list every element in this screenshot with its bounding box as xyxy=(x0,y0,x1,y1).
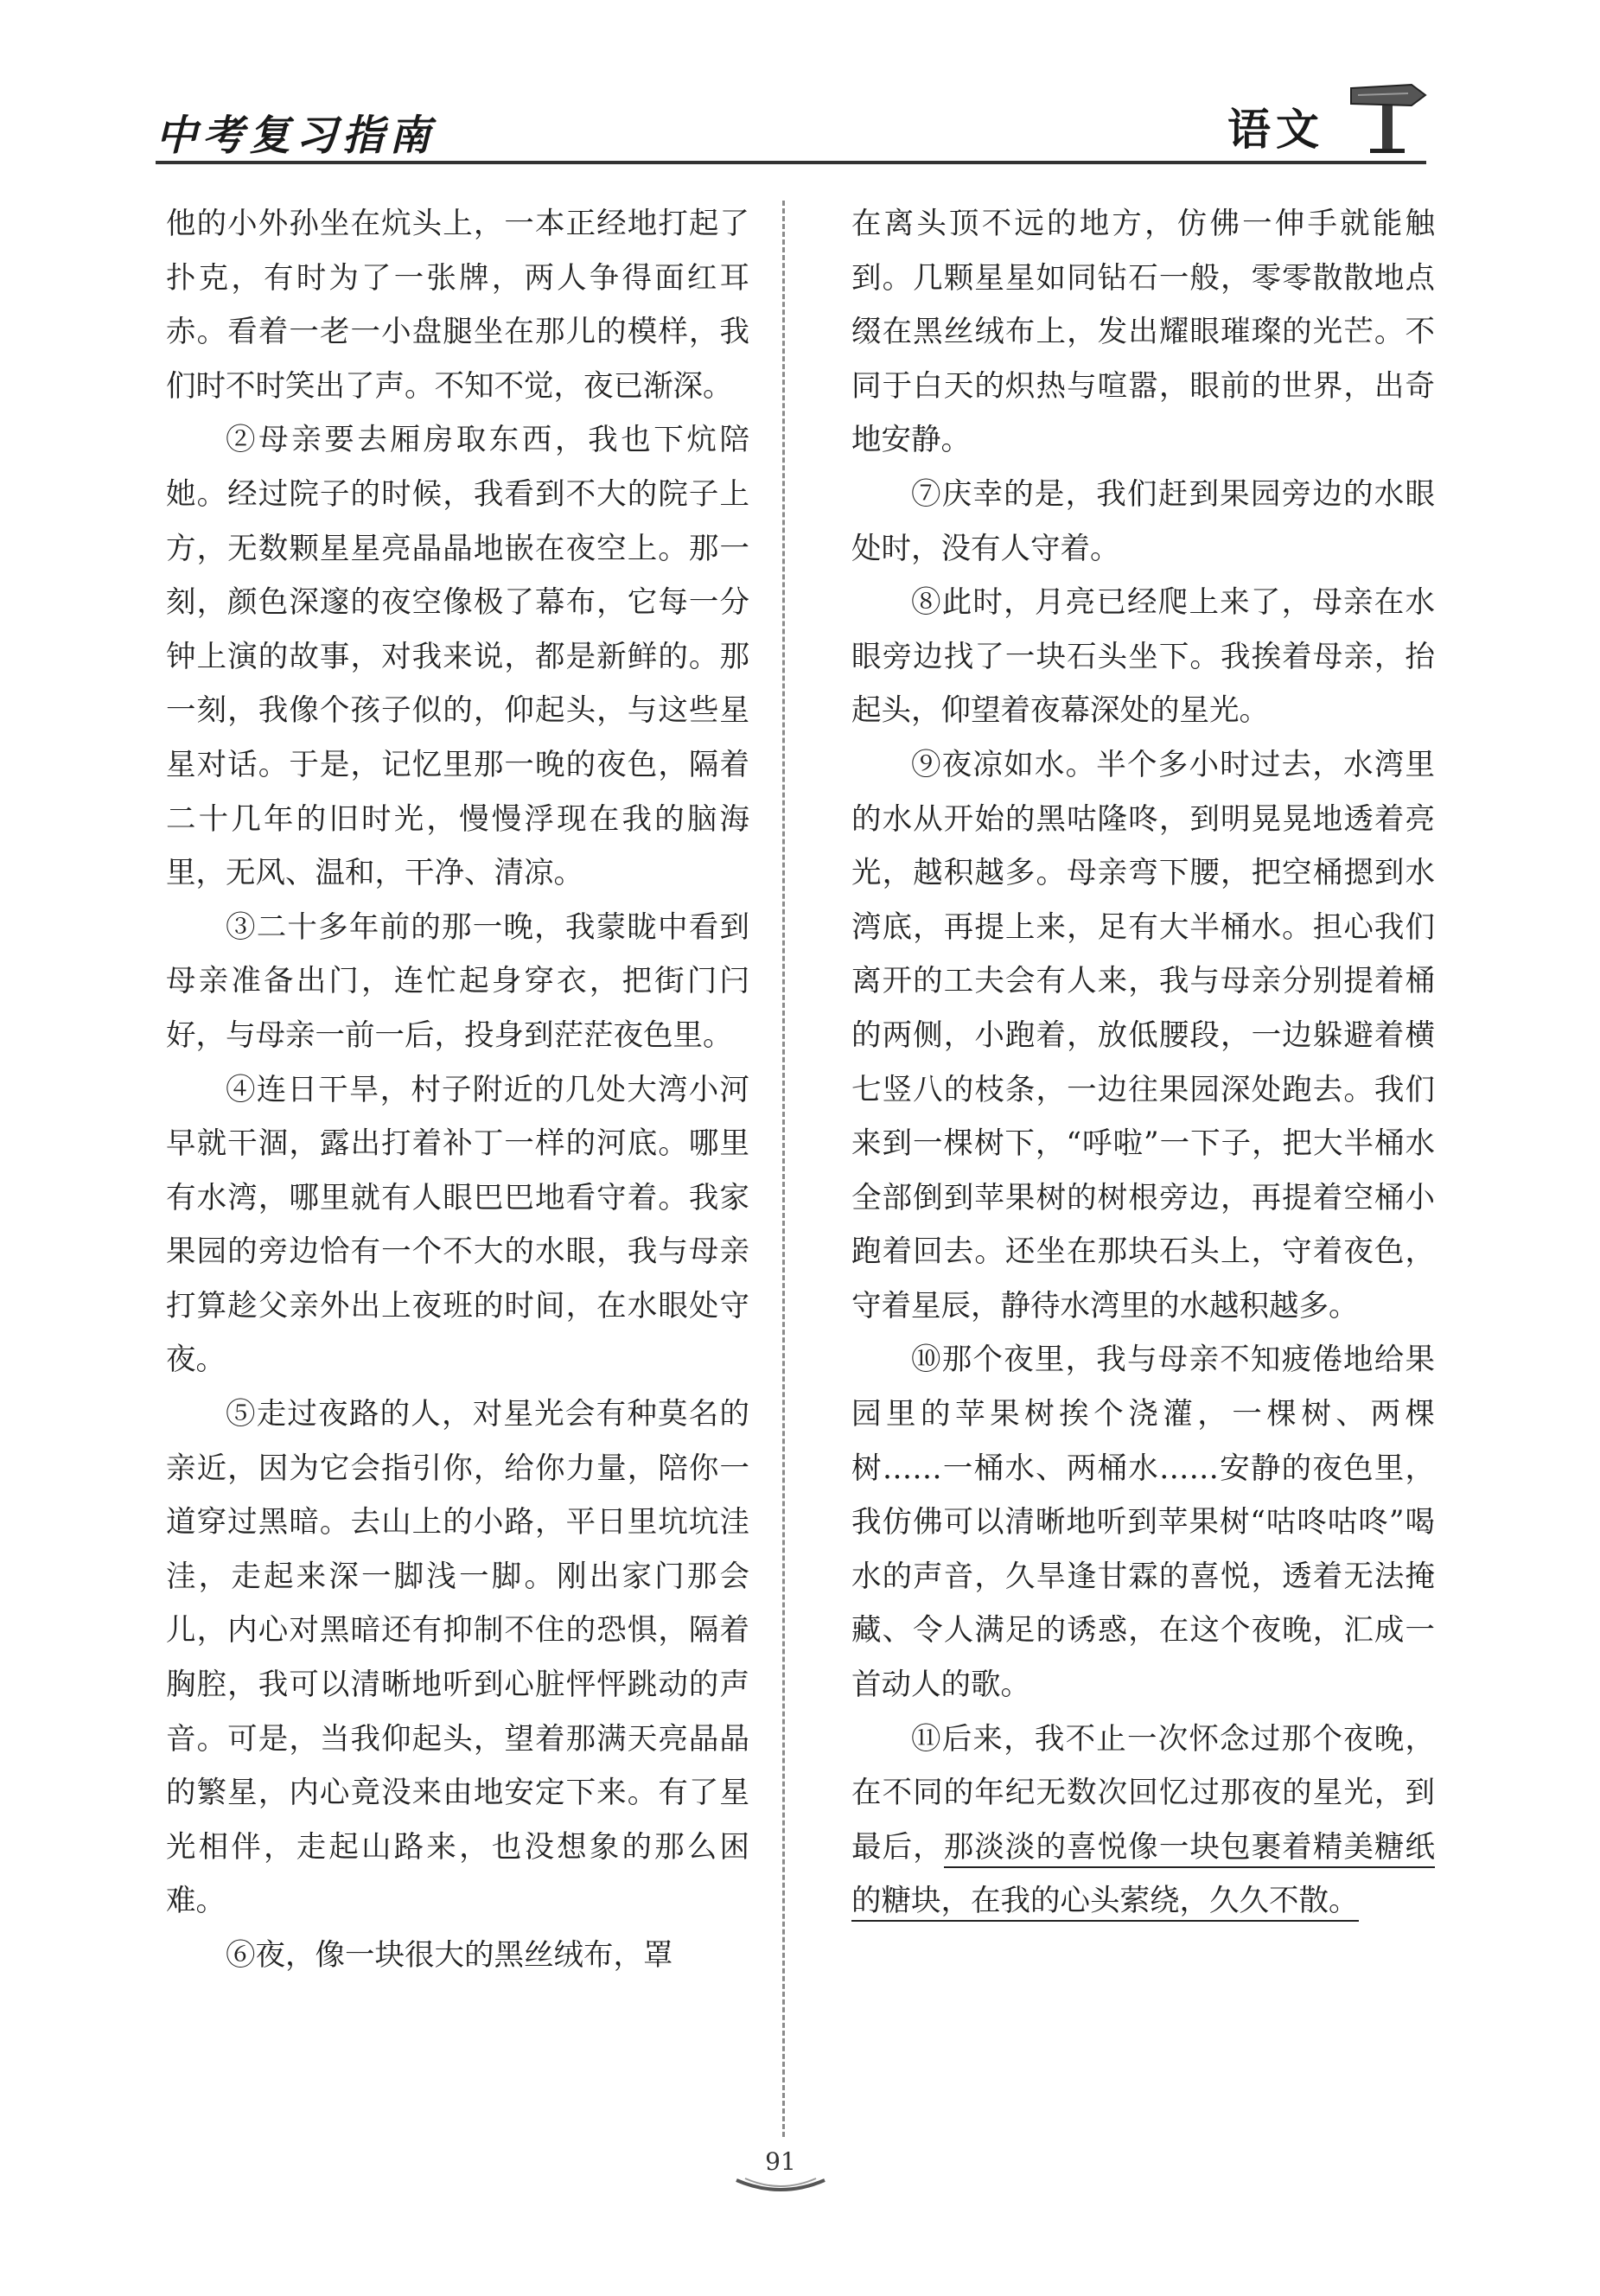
signpost-icon xyxy=(1344,76,1431,154)
paragraph: ④连日干旱，村子附近的几处大湾小河早就干涸，露出打着补丁一样的河底。哪里有水湾，哪里就有人眼巴巴地看守着。我家果园的旁边恰有一个不大的水眼，我与母亲打算趁父亲外出上夜班的时间，在水眼处守夜。 xyxy=(166,1072,749,1378)
book-title: 中考复习指南 xyxy=(156,112,437,160)
paragraph: ⑩那个夜里，我与母亲不知疲倦地给果园里的苹果树挨个浇灌，一棵树、两棵树……一桶水、两桶水……安静的夜色里，我仿佛可以清晰地听到苹果树“咕咚咕咚”喝水的声音，久旱逢甘霖的喜悦，透着无法掩藏、令人满足的诱惑，在这个夜晚，汇成一首动人的歌。 xyxy=(851,1343,1435,1703)
paragraph: ⑥夜，像一块很大的黑丝绒布，罩 xyxy=(226,1938,673,1973)
page-number xyxy=(733,2147,828,2199)
paragraph-final xyxy=(851,1712,1435,1929)
paragraph: ⑦庆幸的是，我们赶到果园旁边的水眼处时，没有人守着。 xyxy=(851,476,1435,566)
paragraph: 他的小外孙坐在炕头上，一本正经地打起了扑克，有时为了一张牌，两人争得面红耳赤。看着一老一小盘腿坐在那儿的模样，我们时不时笑出了声。不知不觉，夜已渐深。 xyxy=(166,207,749,404)
header-divider xyxy=(156,161,1426,164)
paragraph: ②母亲要去厢房取东西，我也下炕陪她。经过院子的时候，我看到不大的院子上方，无数颗星星亮晶晶地嵌在夜空上。那一刻，颜色深邃的夜空像极了幕布，它每一分钟上演的故事，对我来说，都是新鲜的。那一刻，我像个孩子似的，仰起头，与这些星星对话。于是，记忆里那一晚的夜色，隔着二十几年的旧时光，慢慢浮现在我的脑海里，无风、温和，干净、清凉。 xyxy=(166,423,749,891)
paragraph: ③二十多年前的那一晚，我蒙眬中看到母亲准备出门，连忙起身穿衣，把街门闩好，与母亲一前一后，投身到茫茫夜色里。 xyxy=(166,909,749,1053)
paragraph: ⑤走过夜路的人，对星光会有种莫名的亲近，因为它会指引你，给你力量，陪你一道穿过黑暗。去山上的小路，平日里坑坑洼洼，走起来深一脚浅一脚。刚出家门那会儿，内心对黑暗还有抑制不住的恐惧，隔着胸腔，我可以清晰地听到心脏怦怦跳动的声音。可是，当我仰起头，望着那满天亮晶晶的繁星，内心竟没来由地安定下来。有了星光相伴，走起山路来，也没想象的那么困难。 xyxy=(166,1397,749,1919)
column-divider xyxy=(782,201,785,2137)
paragraph-text: ⑪后来，我不止一次怀念过那个夜晚，在不同的年纪无数次回忆过那夜的星光，到最后， xyxy=(851,1721,1435,1865)
page-number-ornament xyxy=(733,2168,828,2194)
page-number-text: 91 xyxy=(765,2147,796,2176)
right-column xyxy=(851,197,1435,1929)
paragraph: ⑧此时，月亮已经爬上来了，母亲在水眼旁边找了一块石头坐下。我挨着母亲，抬起头，仰望着夜幕深处的星光。 xyxy=(851,585,1435,729)
subject-label: 语文 xyxy=(1227,104,1324,155)
paragraph: ⑨夜凉如水。半个多小时过去，水湾里的水从开始的黑咕隆咚，到明晃晃地透着亮光，越积越多。母亲弯下腰，把空桶摁到水湾底，再提上来，足有大半桶水。担心我们离开的工夫会有人来，我与母亲分别提着桶的两侧，小跑着，放低腰段，一边躲避着横七竖八的枝条，一边往果园深处跑去。我们来到一棵树下，“呼啦”一下子，把大半桶水全部倒到苹果树的树根旁边，再提着空桶小跑着回去。还坐在那块石头上，守着夜色，守着星辰，静待水湾里的水越积越多。 xyxy=(851,747,1435,1323)
paragraph: 在离头顶不远的地方，仿佛一伸手就能触到。几颗星星如同钻石一般，零零散散地点缀在黑丝绒布上，发出耀眼璀璨的光芒。不同于白天的炽热与喧嚣，眼前的世界，出奇地安静。 xyxy=(851,207,1435,458)
left-column xyxy=(166,197,749,1983)
underlined-sentence: 那淡淡的喜悦像一块包裹着精美糖纸的糖块，在我的心头萦绕，久久不散。 xyxy=(851,1830,1435,1923)
